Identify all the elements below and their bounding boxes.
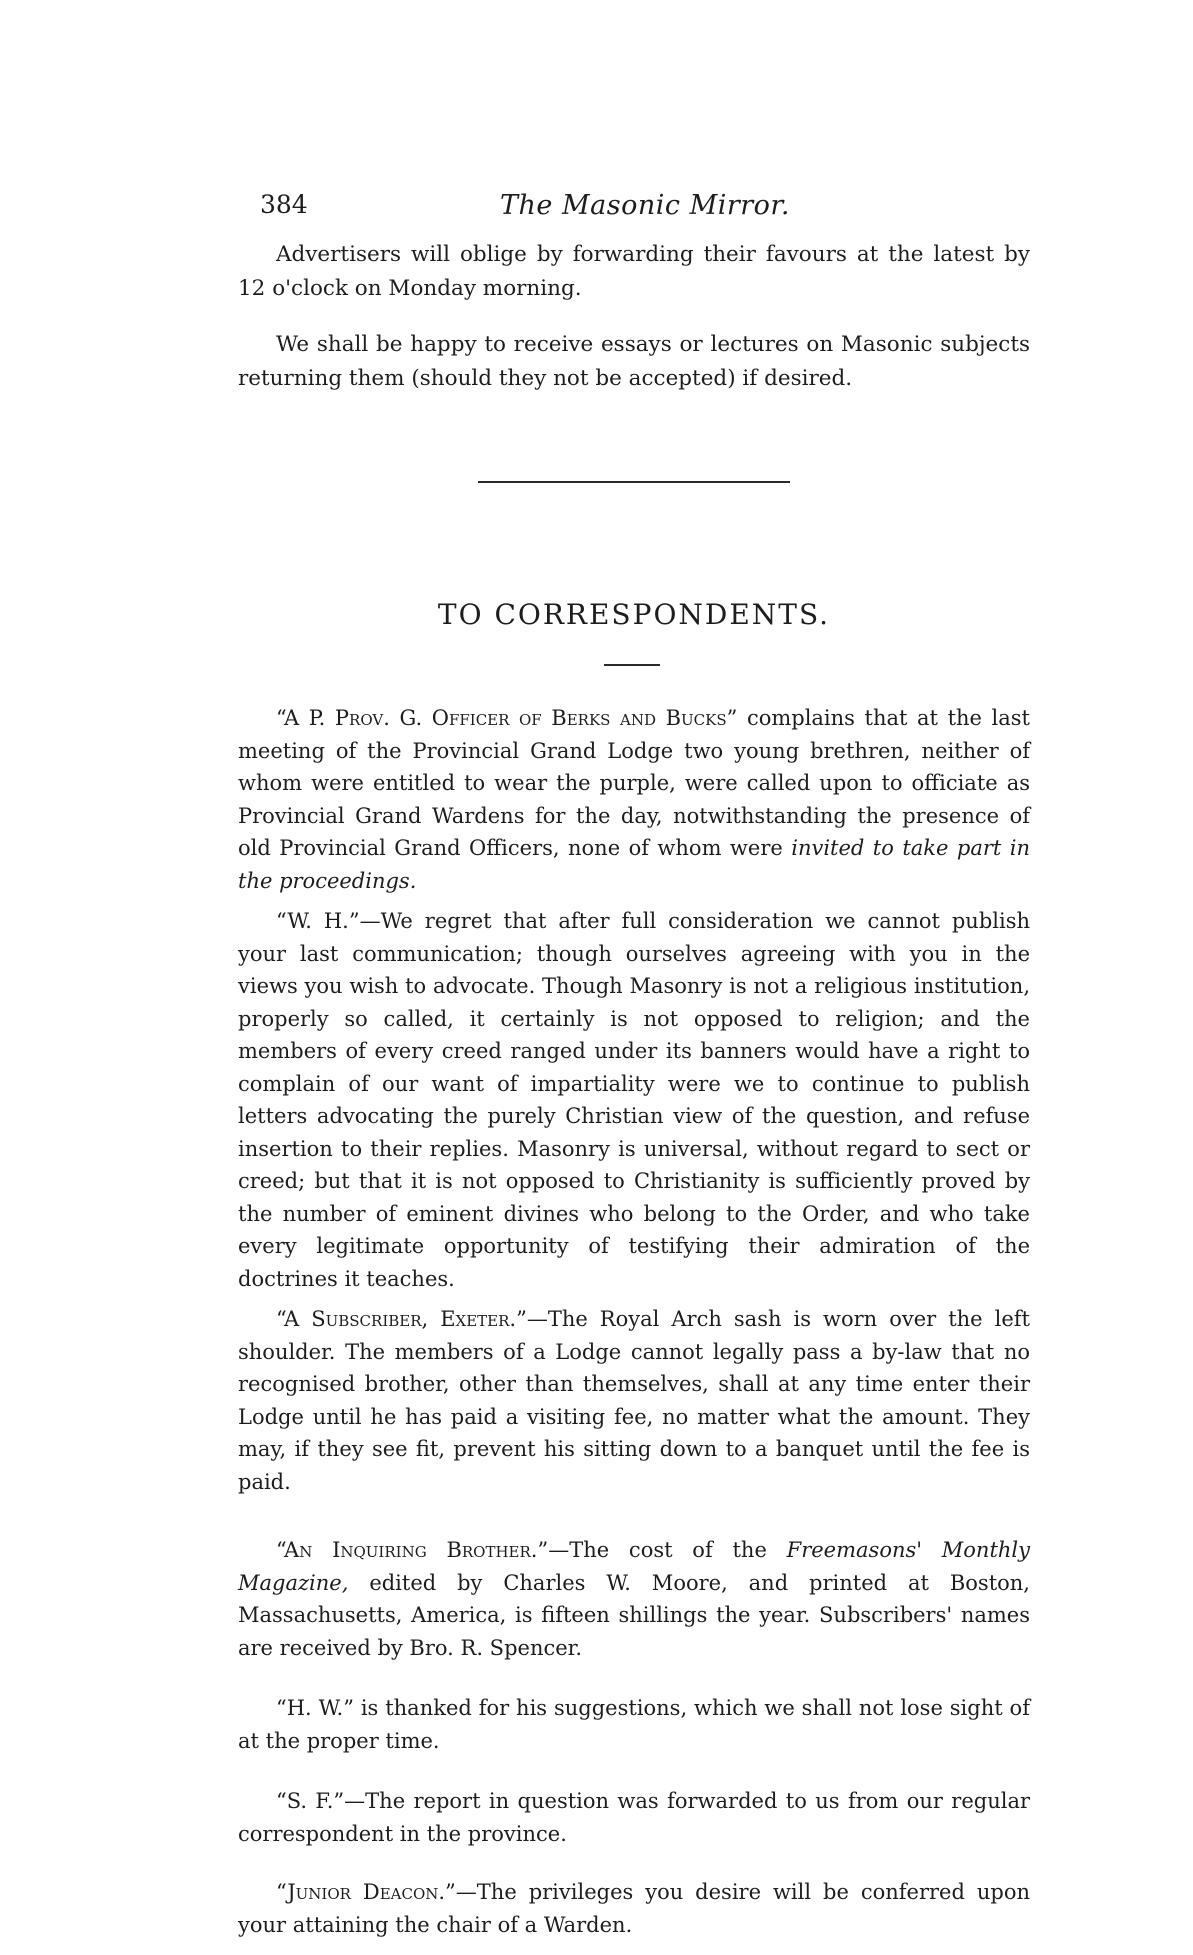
entry-text: is thanked for his suggestions, which we shall not lose sight of at the proper time. xyxy=(238,1696,1030,1753)
entry-text: complains that at the last meeting of the Provincial Grand Lodge two young brethren, neither of whom were entitled to wear the purple, were called upon to officiate as Provincial Grand Wardens for the day, notwithstanding the presence of old Provincial Grand Officers, none of whom were xyxy=(238,706,1031,860)
correspondent-name: “W. H.” xyxy=(276,909,360,933)
entry-text: —The cost of the xyxy=(548,1538,787,1562)
correspondent-name: “A P. Prov. G. Officer of Berks and Bucks” xyxy=(276,706,738,730)
entry-italic-text: Freemasons' Monthly Magazine, xyxy=(238,1538,1031,1595)
correspondent-name: “Junior Deacon.” xyxy=(276,1880,456,1904)
correspondent-entry xyxy=(238,1534,1030,1664)
correspondent-entry xyxy=(238,905,1030,1295)
correspondent-entry xyxy=(238,1876,1030,1941)
heading-underline xyxy=(604,664,660,666)
page-header xyxy=(260,190,1030,230)
notice-text: We shall be happy to receive essays or lectures on Masonic subjects returning them (should they not be accepted) if desired. xyxy=(238,332,1030,391)
correspondent-name: “A Subscriber, Exeter.” xyxy=(276,1307,527,1331)
correspondent-entry xyxy=(238,1303,1030,1498)
entry-italic-text: invited to take part in the proceedings. xyxy=(238,836,1030,893)
notice-text: Advertisers will oblige by forwarding their favours at the latest by 12 o'clock on Monday morning. xyxy=(238,242,1030,301)
essays-notice xyxy=(238,328,1030,396)
section-heading: TO CORRESPONDENTS. xyxy=(437,598,831,631)
entry-text: edited by Charles W. Moore, and printed at Boston, Massachusetts, America, is fifteen shillings the year. Subscribers' names are received by Bro. R. Spencer. xyxy=(238,1570,1030,1660)
entry-text: —We regret that after full consideration we cannot publish your last communication; though ourselves agreeing with you in the views you wish to advocate. Though Masonry is not a religious institution, properly so called, it certainly is not opposed to religion; and the members of every creed ranged under its banners would have a right to complain of our want of impartiality were we to continue to publish letters advocating the purely Christian view of the question, and refuse insertion to their replies. Masonry is universal, without regard to sect or creed; but that it is not opposed to Christianity is sufficiently proved by the number of eminent divines who belong to the Order, and who take every legitimate opportunity of testifying their admiration of the doctrines it teaches. xyxy=(238,909,1030,1291)
correspondent-name: “An Inquiring Brother.” xyxy=(276,1538,549,1562)
entry-text: —The privileges you desire will be conferred upon your attaining the chair of a Warden. xyxy=(238,1880,1030,1937)
correspondent-name: “H. W.” xyxy=(276,1696,354,1720)
page-number: 384 xyxy=(260,190,308,219)
correspondent-entry xyxy=(238,702,1030,897)
entry-text: —The Royal Arch sash is worn over the left shoulder. The members of a Lodge cannot legally pass a by-law that no recognised brother, other than themselves, shall at any time enter their Lodge until he has paid a visiting fee, no matter what the amount. They may, if they see fit, prevent his sitting down to a banquet until the fee is paid. xyxy=(238,1307,1030,1494)
entry-text: —The report in question was forwarded to us from our regular correspondent in the province. xyxy=(238,1789,1031,1846)
advertisers-notice xyxy=(238,238,1030,306)
correspondent-entry xyxy=(238,1692,1030,1757)
correspondents-list xyxy=(238,702,1030,1955)
section-divider xyxy=(478,481,790,483)
running-title: The Masonic Mirror. xyxy=(500,190,790,221)
correspondent-name: “S. F.” xyxy=(276,1789,345,1813)
correspondent-entry xyxy=(238,1785,1030,1850)
